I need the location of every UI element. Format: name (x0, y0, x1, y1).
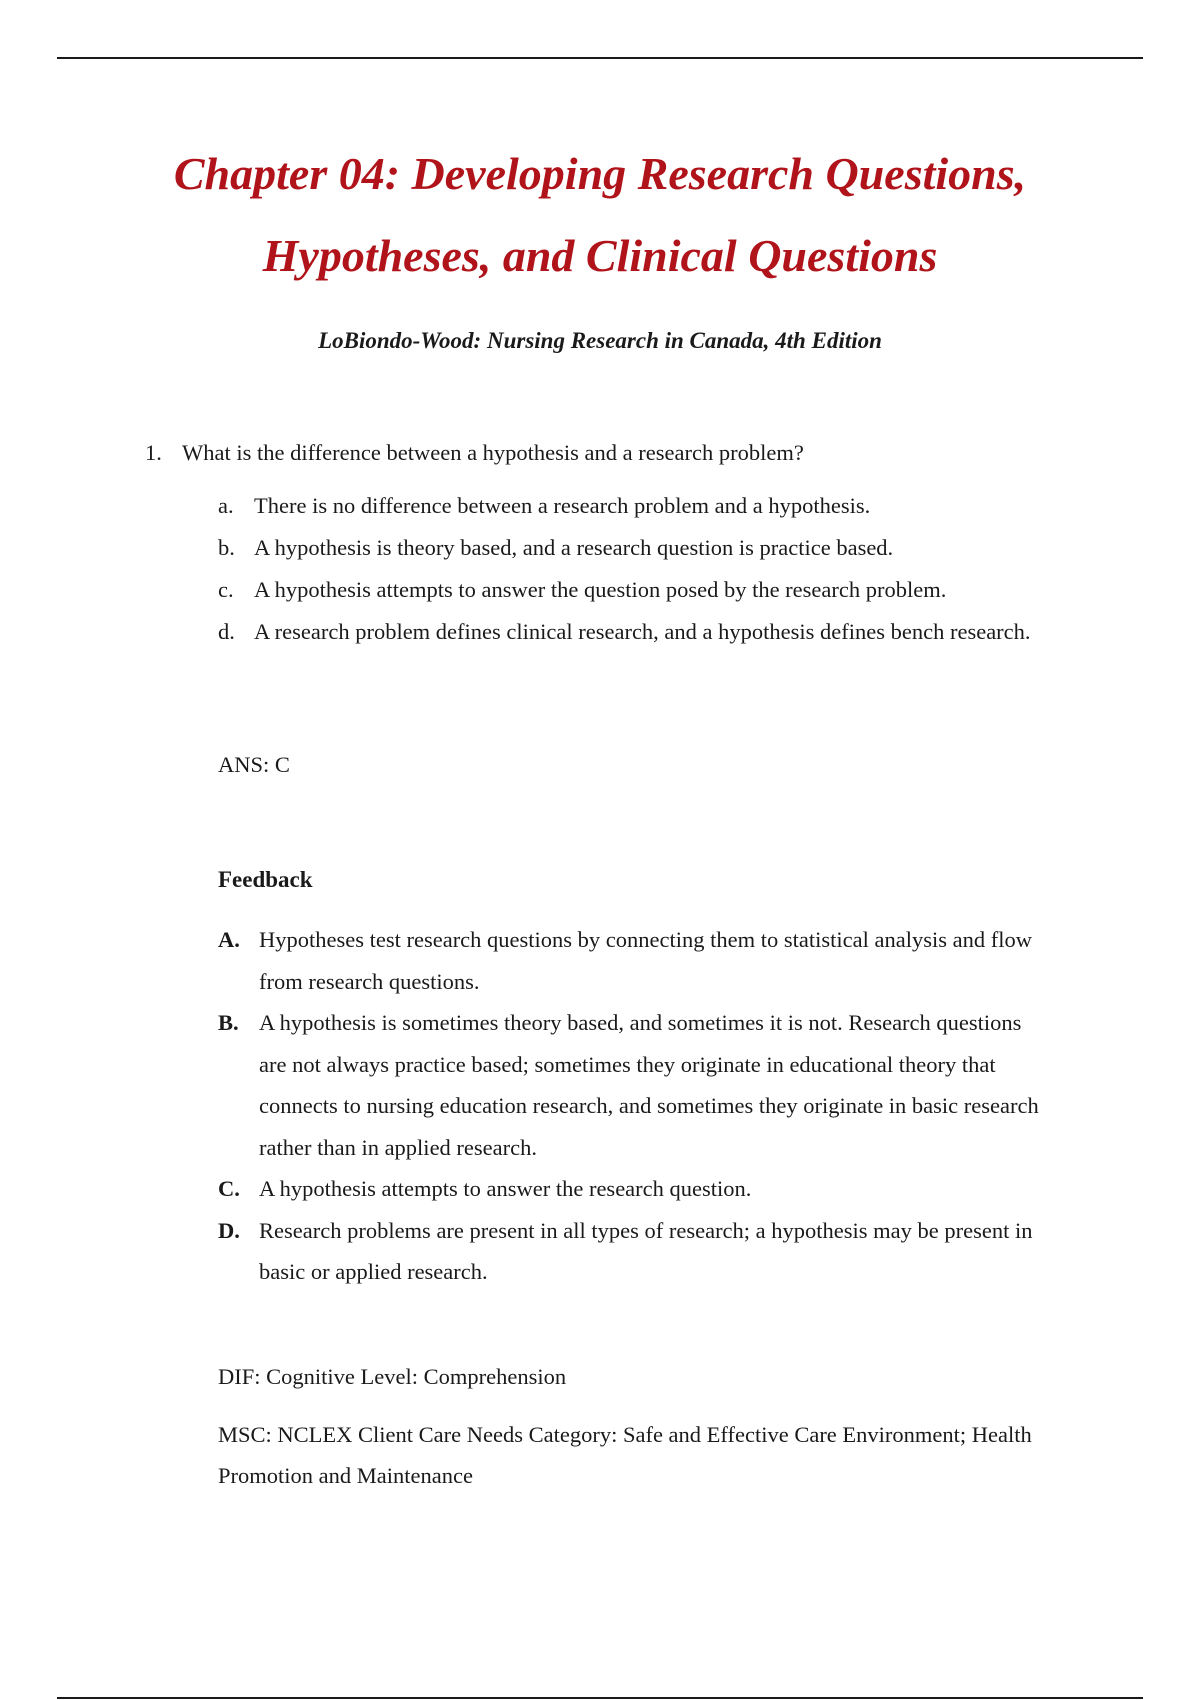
feedback-text: A hypothesis is sometimes theory based, and sometimes it is not. Research questions are not always practice based; sometimes they originate in educational theory that connects to nursing education research, and sometimes they originate in basic research rather than in applied research. (259, 1010, 1039, 1160)
feedback-list (218, 919, 1048, 1293)
feedback-heading: Feedback (218, 867, 313, 892)
answer-key: ANS: C (218, 752, 290, 777)
option-text: A research problem defines clinical research, and a hypothesis defines bench research. (254, 619, 1031, 644)
option-letter: b. (218, 535, 235, 560)
feedback-letter: B. (218, 1010, 239, 1035)
option-d (218, 611, 1048, 652)
feedback-text: Research problems are present in all types of research; a hypothesis may be present in basic or applied research. (259, 1217, 1033, 1284)
bottom-rule (57, 1697, 1143, 1699)
feedback-item-c (218, 1168, 1048, 1210)
feedback-text: A hypothesis attempts to answer the research question. (259, 1176, 752, 1201)
option-letter: c. (218, 577, 234, 602)
msc-category: MSC: NCLEX Client Care Needs Category: Safe and Effective Care Environment; Health Promotion and Maintenance (218, 1422, 1032, 1488)
option-b (218, 527, 1048, 568)
chapter-title (100, 133, 1100, 297)
option-c (218, 569, 1048, 610)
book-subtitle: LoBiondo-Wood: Nursing Research in Canada, 4th Edition (318, 328, 882, 353)
feedback-item-d (218, 1210, 1048, 1293)
feedback-item-a (218, 919, 1048, 1002)
option-a (218, 485, 1048, 526)
feedback-letter: A. (218, 927, 240, 952)
feedback-letter: D. (218, 1217, 240, 1243)
option-text: A hypothesis is theory based, and a research question is practice based. (254, 535, 894, 560)
feedback-letter: C. (218, 1176, 240, 1201)
answer-options (218, 485, 1048, 653)
option-text: There is no difference between a research problem and a hypothesis. (254, 493, 871, 518)
question-text: What is the difference between a hypothesis and a research problem? (182, 440, 804, 465)
option-text: A hypothesis attempts to answer the question posed by the research problem. (254, 577, 947, 602)
difficulty-level: DIF: Cognitive Level: Comprehension (218, 1364, 567, 1389)
chapter-title-line-1: Chapter 04: Developing Research Questions, (173, 148, 1027, 199)
option-letter: a. (218, 493, 234, 518)
chapter-title-line-2: Hypotheses, and Clinical Questions (262, 230, 938, 281)
feedback-text: Hypotheses test research questions by connecting them to statistical analysis and flow from research questions. (259, 927, 1032, 994)
feedback-item-b (218, 1002, 1048, 1168)
top-rule (57, 57, 1143, 59)
option-letter: d. (218, 619, 235, 644)
question-number: 1. (145, 440, 162, 465)
